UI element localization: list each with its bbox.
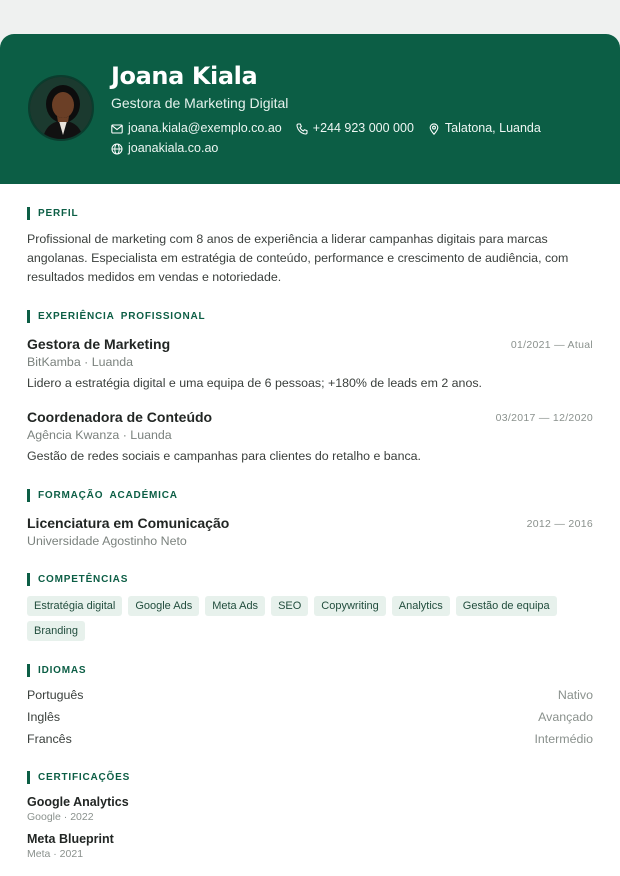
language-name: Português xyxy=(27,688,84,702)
mail-icon xyxy=(111,123,123,135)
contact-website[interactable] xyxy=(111,140,218,157)
skill-chip: Branding xyxy=(27,621,85,641)
certification-meta: Meta · 2021 xyxy=(27,848,84,860)
contact-website-text: joanakiala.co.ao xyxy=(128,141,219,155)
certification-name: Meta Blueprint xyxy=(27,832,114,846)
location-pin-icon xyxy=(428,123,440,135)
phone-icon xyxy=(296,123,308,135)
contact-location-text: Talatona, Luanda xyxy=(444,121,541,135)
job-role: Gestora de Marketing xyxy=(27,336,171,352)
skill-chip: Estratégia digital xyxy=(27,596,122,616)
skill-chip: Copywriting xyxy=(314,596,385,616)
skills-list xyxy=(27,596,587,641)
job-organization: Agência Kwanza · Luanda xyxy=(27,428,172,442)
skill-chip: Meta Ads xyxy=(205,596,265,616)
section-title-certifications: CERTIFICAÇÕES xyxy=(27,771,130,784)
job-role: Coordenadora de Conteúdo xyxy=(27,409,213,425)
language-level: Nativo xyxy=(557,688,593,702)
language-row xyxy=(27,687,593,703)
profile-summary: Profissional de marketing com 8 anos de experiência a liderar campanhas digitais para marcas angolanas. Especialista em estratégia de conteúdo, performance e crescimento de audiência, com resultados medidos em vendas e notoriedade. xyxy=(27,232,569,284)
contact-email[interactable] xyxy=(111,120,282,137)
resume-page xyxy=(0,34,620,876)
education-school: Universidade Agostinho Neto xyxy=(27,534,187,548)
section-title-profile: PERFIL xyxy=(27,207,78,220)
job-description: Gestão de redes sociais e campanhas para clientes do retalho e banca. xyxy=(27,449,421,463)
candidate-name: Joana Kiala xyxy=(111,62,258,90)
candidate-role: Gestora de Marketing Digital xyxy=(111,95,289,111)
language-row xyxy=(27,709,593,725)
education-degree: Licenciatura em Comunicação xyxy=(27,515,230,531)
certification-meta: Google · 2022 xyxy=(27,811,94,823)
language-level: Avançado xyxy=(538,710,593,724)
job-description: Lidero a estratégia digital e uma equipa de 6 pessoas; +180% de leads em 2 anos. xyxy=(27,376,482,390)
job-dates: 01/2021 — Atual xyxy=(510,339,593,351)
contact-list xyxy=(111,120,591,157)
language-name: Francês xyxy=(27,732,72,746)
section-title-experience: EXPERIÊNCIA PROFISSIONAL xyxy=(27,310,205,323)
education-dates: 2012 — 2016 xyxy=(526,518,593,530)
skill-chip: Analytics xyxy=(392,596,450,616)
certification-name: Google Analytics xyxy=(27,795,129,809)
resume-header xyxy=(0,34,620,184)
job-organization: BitKamba · Luanda xyxy=(27,355,134,369)
contact-phone-text: +244 923 000 000 xyxy=(312,121,414,135)
job-dates: 03/2017 — 12/2020 xyxy=(495,412,593,424)
avatar xyxy=(28,75,94,141)
language-row xyxy=(27,731,593,747)
language-level: Intermédio xyxy=(534,732,593,746)
skill-chip: Gestão de equipa xyxy=(456,596,557,616)
section-title-languages: IDIOMAS xyxy=(27,664,86,677)
section-title-education: FORMAÇÃO ACADÉMICA xyxy=(27,489,178,502)
contact-phone[interactable] xyxy=(296,120,414,137)
language-name: Inglês xyxy=(27,710,61,724)
section-title-skills: COMPETÊNCIAS xyxy=(27,573,128,586)
skill-chip: SEO xyxy=(271,596,308,616)
contact-location xyxy=(428,120,541,137)
skill-chip: Google Ads xyxy=(128,596,199,616)
globe-icon xyxy=(111,143,123,155)
contact-email-text: joana.kiala@exemplo.co.ao xyxy=(128,121,282,135)
